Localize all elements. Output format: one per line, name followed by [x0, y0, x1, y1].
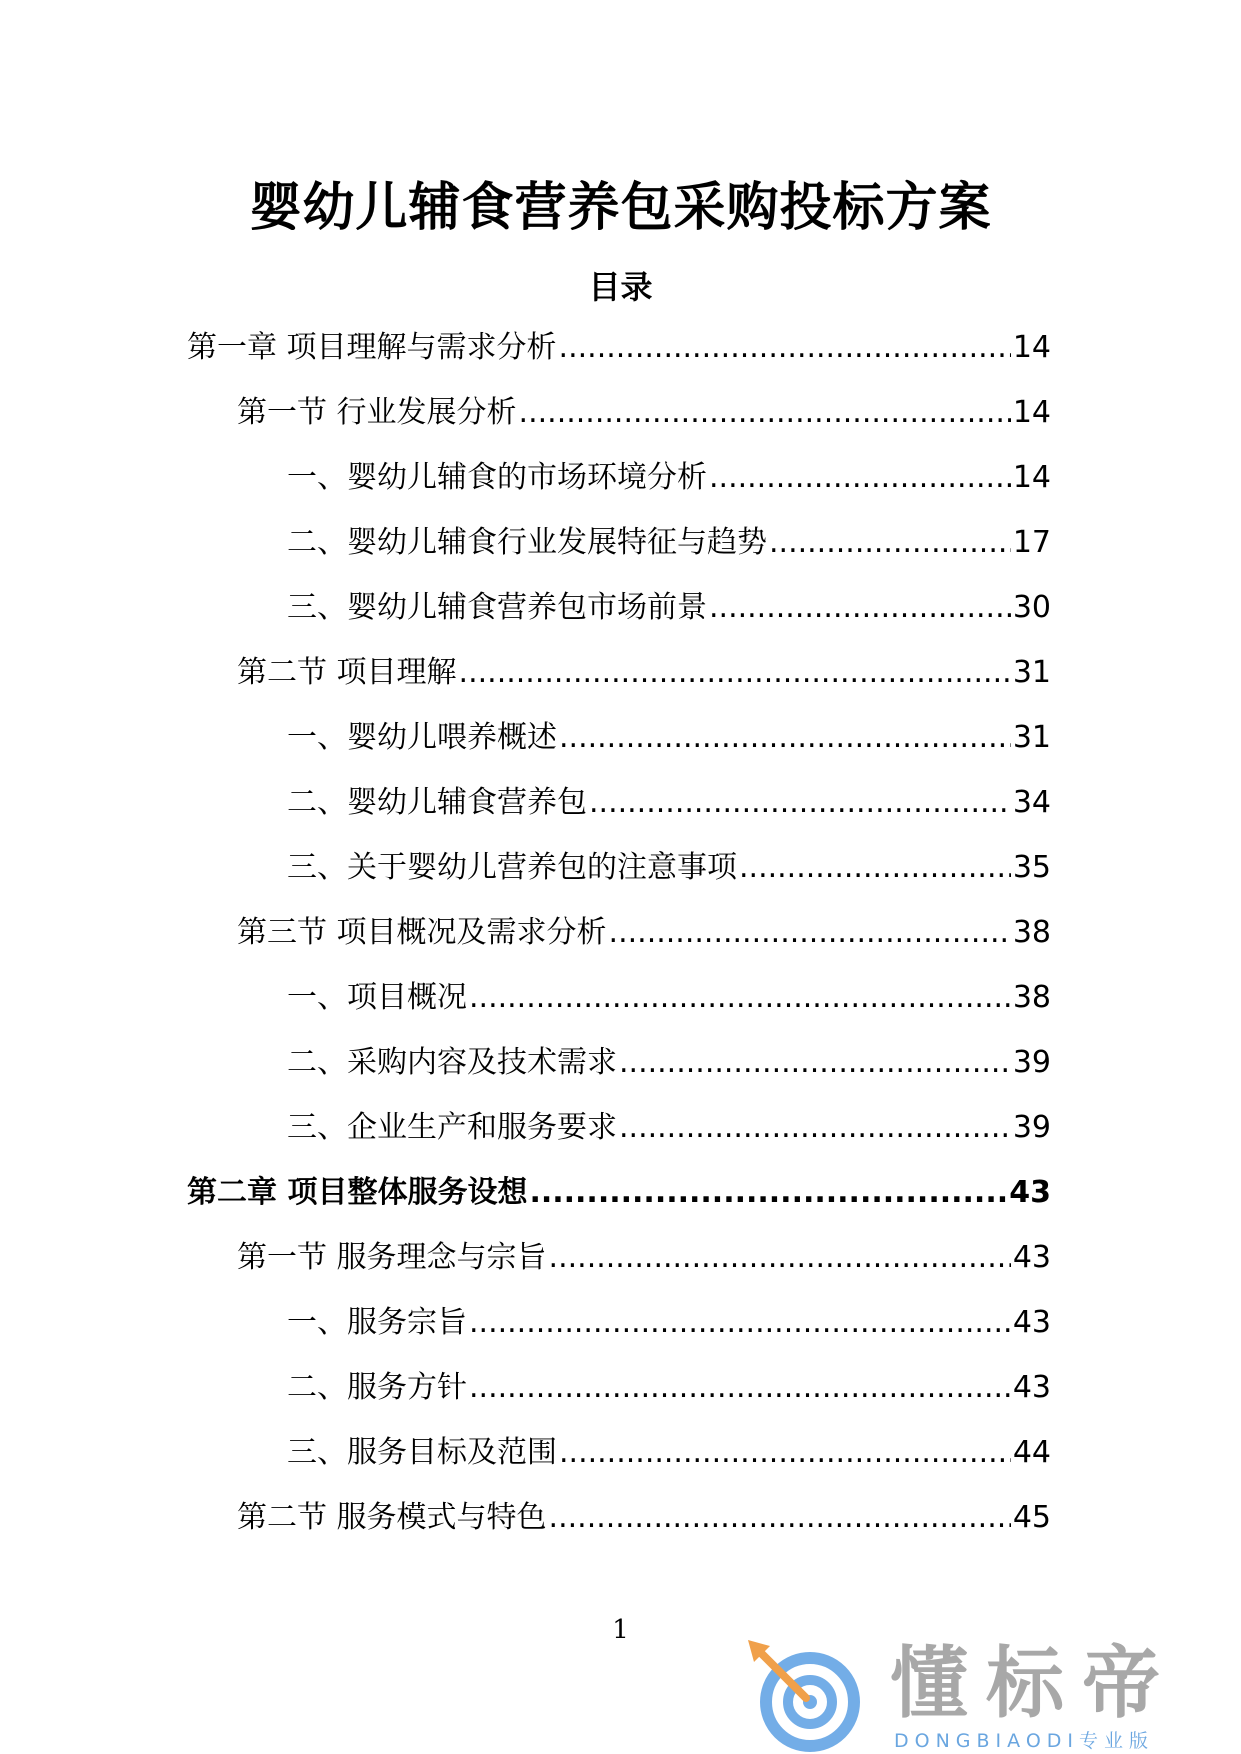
- toc-entry-title: 第二节 项目理解: [237, 655, 457, 690]
- toc-entry-title: 第一章 项目理解与需求分析: [187, 330, 557, 365]
- toc-entry[interactable]: [187, 1172, 1051, 1237]
- toc-heading: 目录: [588, 268, 653, 306]
- toc-dot-leader: [469, 1302, 1011, 1344]
- watermark-edition: 专业版: [1079, 1730, 1155, 1752]
- toc-entry-title: 一、项目概况: [287, 980, 467, 1015]
- toc-entry[interactable]: [187, 457, 1051, 522]
- toc-dot-leader: [459, 652, 1011, 694]
- toc-dot-leader: [769, 522, 1011, 564]
- toc-entry-page: 14: [1012, 460, 1051, 495]
- toc-dot-leader: [559, 717, 1011, 759]
- toc-entry-title: 第一节 行业发展分析: [237, 395, 517, 430]
- toc-entry[interactable]: [187, 782, 1051, 847]
- toc-dot-leader: [619, 1107, 1011, 1149]
- toc-entry-page: 43: [1012, 1240, 1051, 1275]
- toc-dot-leader: [709, 587, 1011, 629]
- toc-entry-title: 二、婴幼儿辅食营养包: [287, 785, 587, 820]
- toc-entry[interactable]: [187, 522, 1051, 587]
- toc-entry-title: 三、关于婴幼儿营养包的注意事项: [287, 850, 737, 885]
- toc-entry[interactable]: [187, 392, 1051, 457]
- toc-entry[interactable]: [187, 717, 1051, 782]
- toc-entry-page: 35: [1012, 850, 1051, 885]
- watermark-brand-en: [894, 1730, 1154, 1752]
- toc-entry-title: 一、服务宗旨: [287, 1305, 467, 1340]
- toc-entry[interactable]: [187, 587, 1051, 652]
- watermark-brand-cn: 懂标帝: [890, 1639, 1179, 1729]
- toc-entry-title: 一、婴幼儿喂养概述: [287, 720, 557, 755]
- toc-dot-leader: [519, 392, 1011, 434]
- toc-entry[interactable]: [187, 1497, 1051, 1562]
- toc-entry-page: 43: [1012, 1370, 1051, 1405]
- toc-entry[interactable]: [187, 1302, 1051, 1367]
- toc-entry[interactable]: [187, 1237, 1051, 1302]
- toc-dot-leader: [529, 1172, 1007, 1214]
- toc-entry-title: 第三节 项目概况及需求分析: [237, 915, 607, 950]
- table-of-contents: [187, 327, 1051, 1562]
- toc-entry-title: 三、婴幼儿辅食营养包市场前景: [287, 590, 707, 625]
- toc-entry[interactable]: [187, 977, 1051, 1042]
- toc-dot-leader: [559, 327, 1011, 369]
- toc-entry-page: 44: [1012, 1435, 1051, 1470]
- toc-entry-page: 30: [1012, 590, 1051, 625]
- toc-entry-title: 二、服务方针: [287, 1370, 467, 1405]
- toc-dot-leader: [609, 912, 1011, 954]
- toc-entry[interactable]: [187, 1107, 1051, 1172]
- toc-entry[interactable]: [187, 1042, 1051, 1107]
- toc-dot-leader: [739, 847, 1011, 889]
- toc-entry[interactable]: [187, 652, 1051, 717]
- toc-dot-leader: [559, 1432, 1011, 1474]
- toc-entry-page: 14: [1012, 330, 1051, 365]
- toc-dot-leader: [549, 1497, 1011, 1539]
- toc-entry[interactable]: [187, 327, 1051, 392]
- toc-entry-page: 38: [1012, 980, 1051, 1015]
- watermark-logo: [740, 1636, 1220, 1754]
- toc-entry[interactable]: [187, 1432, 1051, 1497]
- toc-entry-title: 第一节 服务理念与宗旨: [237, 1240, 547, 1275]
- toc-entry-page: 31: [1012, 655, 1051, 690]
- toc-entry-page: 31: [1012, 720, 1051, 755]
- toc-dot-leader: [469, 1367, 1011, 1409]
- toc-entry-page: 43: [1009, 1175, 1051, 1210]
- toc-entry-title: 一、婴幼儿辅食的市场环境分析: [287, 460, 707, 495]
- toc-entry-page: 39: [1012, 1110, 1051, 1145]
- toc-dot-leader: [619, 1042, 1011, 1084]
- toc-dot-leader: [469, 977, 1011, 1019]
- toc-entry-title: 三、企业生产和服务要求: [287, 1110, 617, 1145]
- toc-dot-leader: [709, 457, 1011, 499]
- page-number: 1: [612, 1615, 629, 1645]
- toc-dot-leader: [589, 782, 1011, 824]
- toc-entry[interactable]: [187, 1367, 1051, 1432]
- toc-entry-title: 第二节 服务模式与特色: [237, 1500, 547, 1535]
- toc-entry-page: 45: [1012, 1500, 1051, 1535]
- toc-entry-page: 43: [1012, 1305, 1051, 1340]
- toc-entry-page: 14: [1012, 395, 1051, 430]
- toc-entry-page: 38: [1012, 915, 1051, 950]
- toc-entry-title: 三、服务目标及范围: [287, 1435, 557, 1470]
- toc-entry-title: 二、婴幼儿辅食行业发展特征与趋势: [287, 525, 767, 560]
- toc-entry[interactable]: [187, 847, 1051, 912]
- target-arrow-icon: [740, 1636, 880, 1754]
- toc-dot-leader: [549, 1237, 1011, 1279]
- toc-entry-page: 34: [1012, 785, 1051, 820]
- toc-entry-page: 17: [1012, 525, 1051, 560]
- toc-entry-title: 二、采购内容及技术需求: [287, 1045, 617, 1080]
- toc-entry-page: 39: [1012, 1045, 1051, 1080]
- toc-entry-title: 第二章 项目整体服务设想: [187, 1175, 528, 1210]
- watermark-brand-en-text: DONGBIAODI: [894, 1730, 1080, 1752]
- toc-entry[interactable]: [187, 912, 1051, 977]
- document-title: 婴幼儿辅食营养包采购投标方案: [249, 178, 992, 238]
